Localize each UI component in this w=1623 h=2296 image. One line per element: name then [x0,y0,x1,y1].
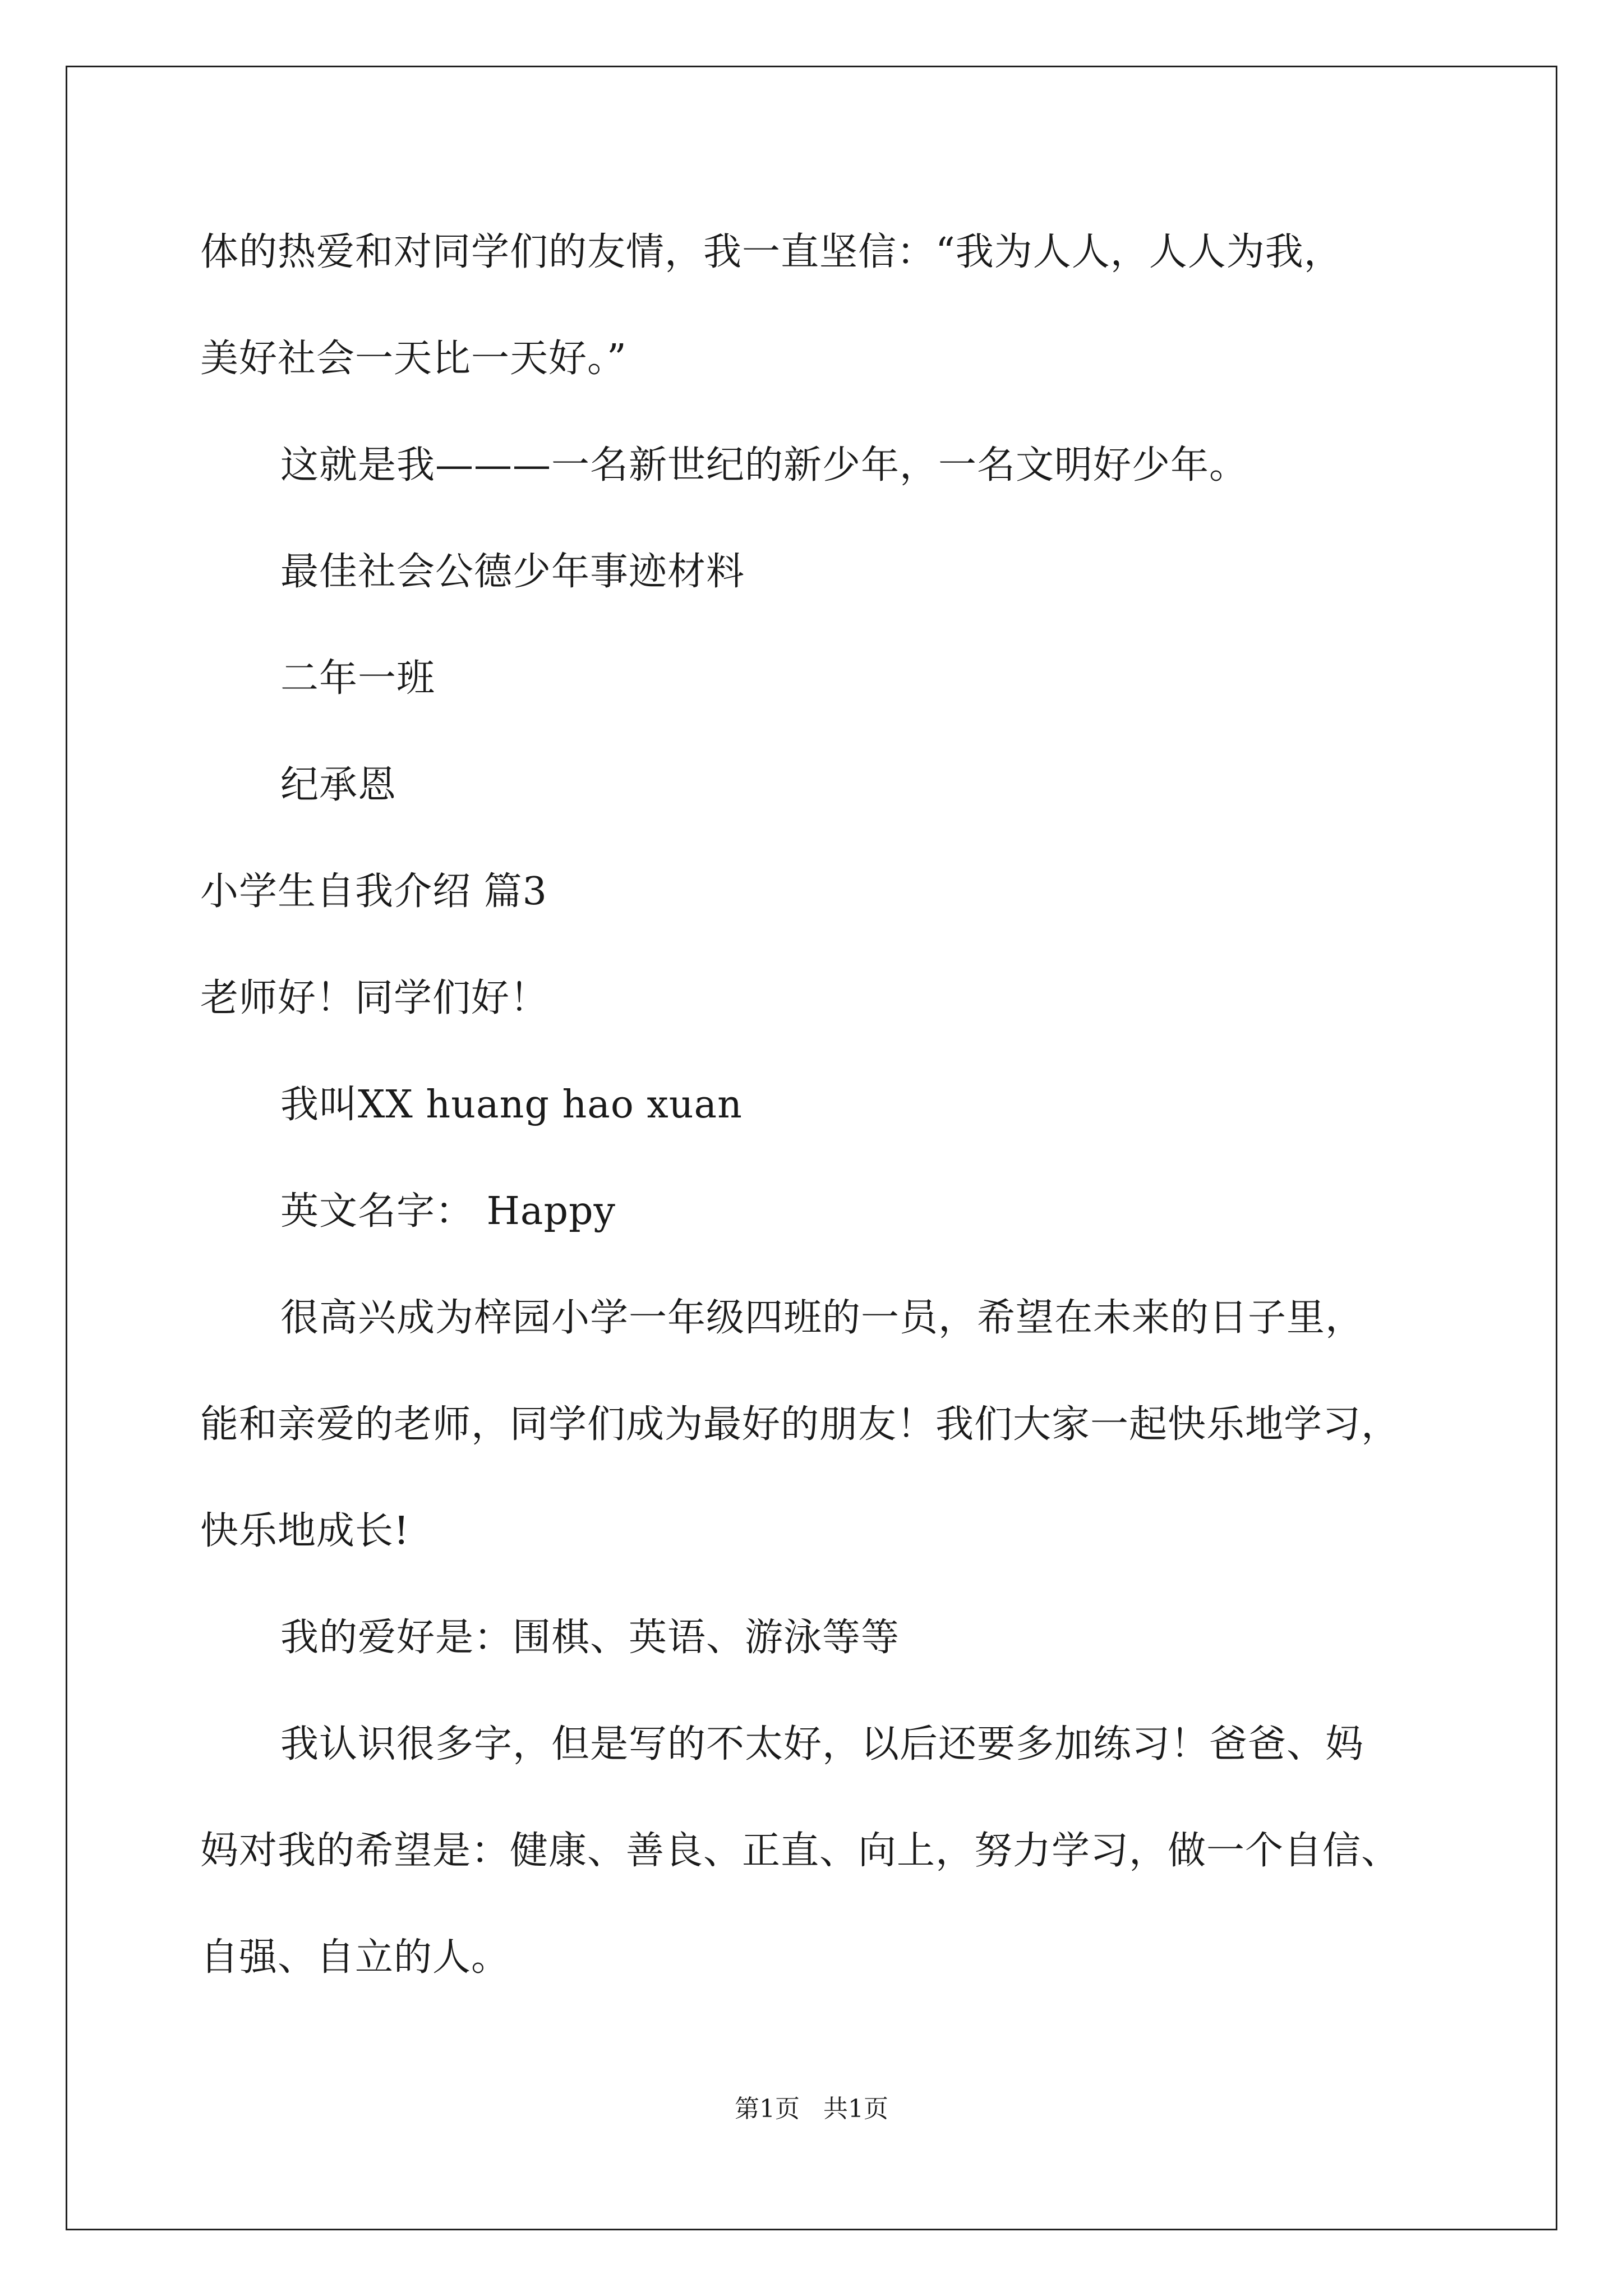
paragraph-line: 我的爱好是：围棋、英语、游泳等等 [280,1616,900,1660]
paragraph-line: 英文名字： Happy [280,1189,616,1234]
section-heading: 小学生自我介绍 篇3 [200,869,547,914]
page-footer: 第1页 共1页 [735,2095,888,2123]
paragraph-line: 妈对我的希望是：健康、善良、正直、向上，努力学习，做一个自信、 [200,1829,1400,1873]
paragraph-line: 这就是我———一名新世纪的新少年，一名文明好少年。 [280,443,1248,487]
paragraph-line: 快乐地成长! [200,1509,410,1553]
paragraph-line: 我认识很多字，但是写的不太好，以后还要多加练习！爸爸、妈 [280,1722,1364,1766]
paragraph-line: 我叫XX huang hao xuan [280,1083,743,1127]
paragraph-line: 很高兴成为梓园小学一年级四班的一员，希望在未来的日子里， [280,1296,1364,1340]
paragraph-line: 老师好！同学们好！ [200,976,549,1020]
paragraph-line: 纪承恩 [280,763,397,807]
paragraph-line: 二年一班 [280,656,436,701]
paragraph-line: 能和亲爱的老师，同学们成为最好的朋友！我们大家一起快乐地学习， [200,1402,1400,1447]
paragraph-line: 体的热爱和对同学们的友情，我一直坚信：“我为人人，人人为我， [200,230,1343,274]
paragraph-line: 美好社会一天比一天好。” [200,337,627,381]
paragraph-line: 最佳社会公德少年事迹材料 [280,550,745,594]
paragraph-line: 自强、自立的人。 [200,1935,510,1980]
page-border [66,66,1557,2230]
